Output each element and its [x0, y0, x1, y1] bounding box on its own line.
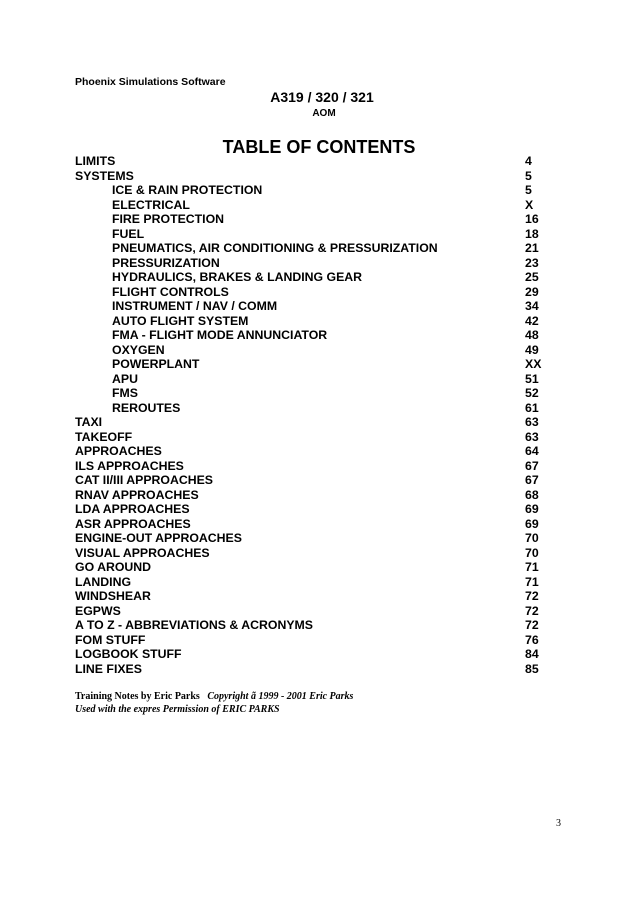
toc-entry-label: A TO Z - ABBREVIATIONS & ACRONYMS: [75, 618, 313, 632]
toc-entry-page: 71: [525, 560, 539, 574]
toc-entry-label: ASR APPROACHES: [75, 516, 191, 531]
toc-entry-label: REROUTES: [112, 400, 181, 415]
toc-entry[interactable]: [75, 604, 550, 619]
toc-entry[interactable]: [75, 560, 550, 575]
toc-entry[interactable]: [75, 473, 550, 488]
credits: [75, 690, 353, 716]
toc-entry-label: VISUAL APPROACHES: [75, 545, 210, 560]
toc-entry[interactable]: [75, 546, 550, 561]
credits-copyright: Copyright ã 1999 - 2001 Eric Parks: [207, 691, 354, 702]
toc-entry-label: LIMITS: [75, 154, 116, 168]
toc-entry-label: GO AROUND: [75, 560, 152, 574]
toc-entry-page: 4: [525, 154, 532, 168]
toc-title: TABLE OF CONTENTS: [222, 137, 416, 157]
toc-entry-page: 5: [525, 183, 532, 197]
toc-entry[interactable]: [75, 314, 550, 329]
toc-entry[interactable]: [75, 618, 550, 633]
toc-entry[interactable]: [75, 328, 550, 343]
toc-entry-page: 16: [525, 212, 539, 226]
toc-entry-page: 63: [525, 429, 539, 444]
toc-entry-label: FIRE PROTECTION: [112, 212, 225, 226]
toc-entry[interactable]: [75, 531, 550, 546]
toc-entry[interactable]: [75, 430, 550, 445]
toc-entry-label: LANDING: [75, 574, 132, 589]
toc-entry-label: WINDSHEAR: [75, 589, 151, 603]
table-of-contents: [75, 154, 550, 676]
toc-entry-page: 69: [525, 516, 539, 531]
toc-entry-page: 34: [525, 299, 539, 313]
toc-entry[interactable]: [75, 589, 550, 604]
toc-entry-label: OXYGEN: [112, 342, 165, 357]
toc-entry-page: 72: [525, 603, 539, 618]
toc-entry[interactable]: [75, 154, 550, 169]
toc-entry-page: 68: [525, 487, 539, 502]
toc-entry-label: FUEL: [112, 226, 145, 241]
toc-entry[interactable]: [75, 343, 550, 358]
toc-entry-label: CAT II/III APPROACHES: [75, 473, 214, 487]
toc-entry[interactable]: [75, 444, 550, 459]
toc-entry[interactable]: [75, 169, 550, 184]
toc-entry-label: FLIGHT CONTROLS: [112, 284, 229, 299]
toc-entry-label: FMA - FLIGHT MODE ANNUNCIATOR: [112, 328, 328, 342]
toc-entry-page: 69: [525, 502, 539, 516]
toc-entry[interactable]: [75, 633, 550, 648]
toc-entry[interactable]: [75, 198, 550, 213]
toc-entry-page: 49: [525, 342, 539, 357]
toc-entry[interactable]: [75, 299, 550, 314]
toc-entry[interactable]: [75, 488, 550, 503]
toc-entry-page: 48: [525, 328, 539, 342]
toc-entry[interactable]: [75, 256, 550, 271]
toc-entry[interactable]: [75, 401, 550, 416]
toc-entry-page: 71: [525, 574, 539, 589]
toc-entry[interactable]: [75, 183, 550, 198]
toc-entry-label: TAXI: [75, 415, 103, 429]
toc-entry[interactable]: [75, 212, 550, 227]
toc-entry[interactable]: [75, 372, 550, 387]
toc-entry-page: 85: [525, 661, 539, 676]
toc-entry[interactable]: [75, 502, 550, 517]
toc-entry[interactable]: [75, 241, 550, 256]
toc-entry-page: 70: [525, 531, 539, 545]
toc-entry[interactable]: [75, 575, 550, 590]
toc-entry-label: HYDRAULICS, BRAKES & LANDING GEAR: [112, 270, 363, 284]
toc-entry-label: INSTRUMENT / NAV / COMM: [112, 299, 278, 313]
toc-entry-page: 42: [525, 313, 539, 328]
toc-entry[interactable]: [75, 517, 550, 532]
aircraft-model: A319 / 320 / 321: [270, 89, 374, 105]
toc-entry-label: APPROACHES: [75, 444, 162, 458]
toc-entry-label: LOGBOOK STUFF: [75, 647, 182, 661]
toc-entry-label: ELECTRICAL: [112, 197, 190, 212]
toc-entry-page: 61: [525, 400, 539, 415]
toc-entry-label: ILS APPROACHES: [75, 458, 184, 473]
toc-entry-page: X: [525, 197, 534, 212]
toc-entry-label: ENGINE-OUT APPROACHES: [75, 531, 242, 545]
toc-entry-label: ICE & RAIN PROTECTION: [112, 183, 263, 197]
toc-entry[interactable]: [75, 459, 550, 474]
toc-entry-label: PRESSURIZATION: [112, 255, 220, 270]
toc-entry-label: SYSTEMS: [75, 168, 134, 183]
toc-entry[interactable]: [75, 227, 550, 242]
toc-entry-page: 21: [525, 241, 539, 255]
toc-entry-label: AUTO FLIGHT SYSTEM: [112, 313, 249, 328]
toc-entry-page: 72: [525, 589, 539, 603]
toc-entry-page: 64: [525, 444, 539, 458]
toc-entry-page: 23: [525, 255, 539, 270]
toc-entry-label: POWERPLANT: [112, 357, 200, 371]
page-number: 3: [556, 818, 561, 829]
toc-entry-label: RNAV APPROACHES: [75, 487, 199, 502]
toc-entry-label: FOM STUFF: [75, 632, 146, 647]
toc-entry[interactable]: [75, 270, 550, 285]
toc-entry-label: PNEUMATICS, AIR CONDITIONING & PRESSURIZATION: [112, 241, 438, 255]
toc-entry-page: 76: [525, 632, 539, 647]
toc-entry[interactable]: [75, 386, 550, 401]
toc-entry-page: 5: [525, 168, 532, 183]
toc-entry-page: 72: [525, 618, 539, 632]
toc-entry-label: APU: [112, 371, 138, 386]
toc-entry-page: 67: [525, 458, 539, 473]
toc-entry-label: LDA APPROACHES: [75, 502, 190, 516]
toc-entry[interactable]: [75, 647, 550, 662]
toc-entry[interactable]: [75, 415, 550, 430]
credits-author: Training Notes by Eric Parks: [75, 691, 200, 702]
credits-line-1: [75, 690, 353, 703]
toc-entry-page: 29: [525, 284, 539, 299]
toc-entry-label: TAKEOFF: [75, 429, 133, 444]
toc-entry-label: LINE FIXES: [75, 661, 142, 676]
toc-entry[interactable]: [75, 285, 550, 300]
toc-entry-page: 52: [525, 386, 539, 400]
toc-entry-page: XX: [525, 357, 542, 371]
toc-entry-page: 70: [525, 545, 539, 560]
toc-entry-page: 25: [525, 270, 539, 284]
toc-entry-page: 84: [525, 647, 539, 661]
document-subtitle: AOM: [312, 108, 336, 119]
company-name: Phoenix Simulations Software: [75, 76, 226, 88]
toc-entry[interactable]: [75, 662, 550, 677]
toc-entry-page: 63: [525, 415, 539, 429]
toc-entry-page: 67: [525, 473, 539, 487]
toc-entry-page: 18: [525, 226, 539, 241]
toc-entry[interactable]: [75, 357, 550, 372]
toc-entry-label: EGPWS: [75, 603, 121, 618]
credits-line-2: Used with the expres Permission of ERIC PARKS: [75, 704, 280, 715]
toc-entry-page: 51: [525, 371, 539, 386]
toc-entry-label: FMS: [112, 386, 138, 400]
